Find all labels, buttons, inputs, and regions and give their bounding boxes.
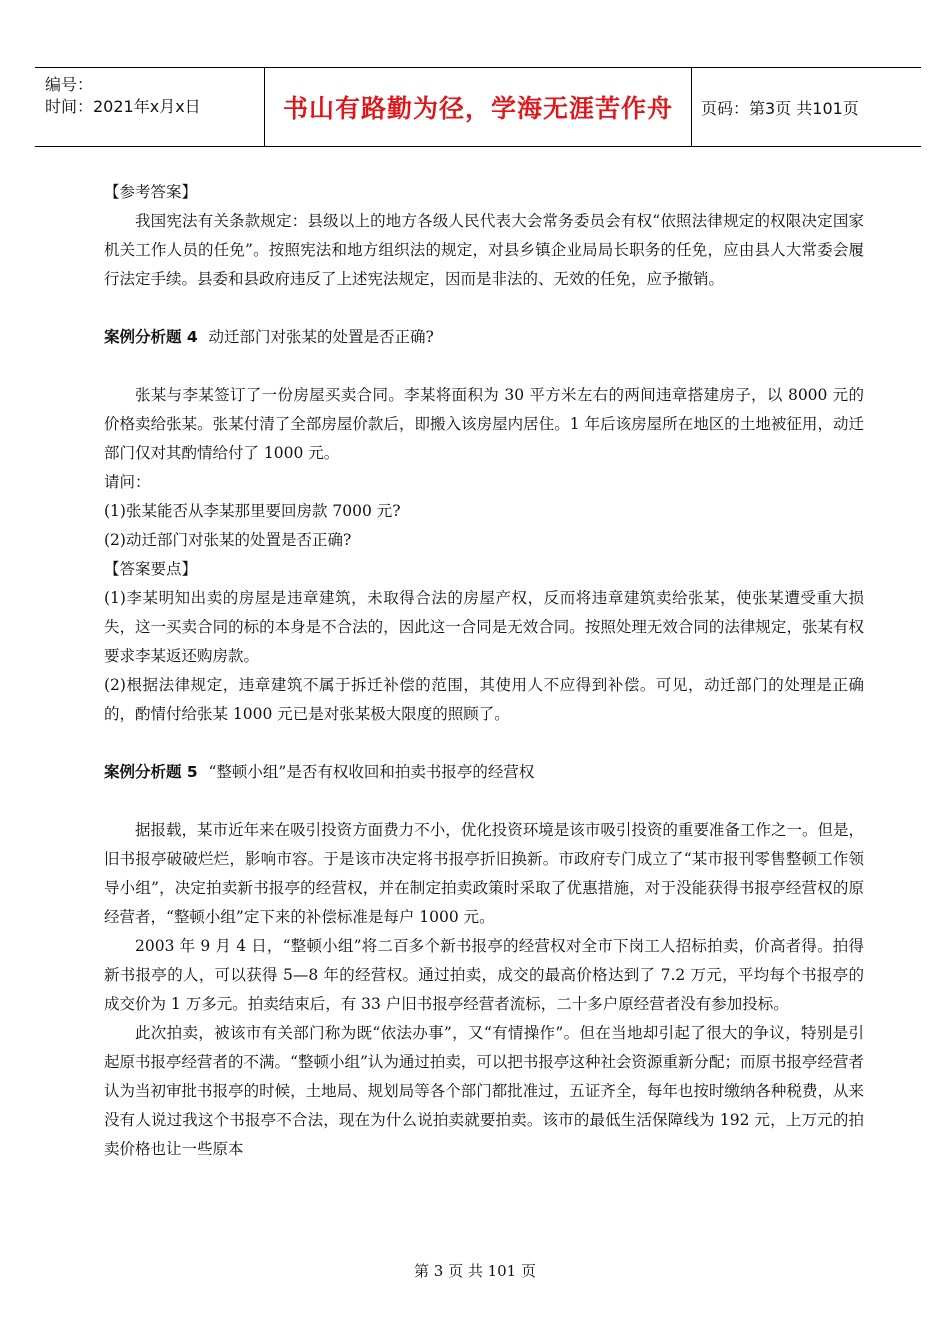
answer-1: (1)李某明知出卖的房屋是违章建筑，未取得合法的房屋产权，反而将违章建筑卖给张某，使张某遭受重大损失，这一买卖合同的标的本身是不合法的，因此这一合同是无效合同。按照处理无效合同的法律规定，张某有权要求李某返还购房款。 xyxy=(104,589,864,665)
case5-paragraph-2: 2003 年 9 月 4 日，“整顿小组”将二百多个新书报亭的经营权对全市下岗工人招标拍卖，价高者得。拍得新书报亭的人，可以获得 5—8 年的经营权。通过拍卖，成交的最高价格达到了 7.2 万元，平均每个书报亭的成交价为 1 万多元。拍卖结束后，有 33 户旧书报亭经营者流标，二十多户原经营者没有参加投标。 xyxy=(104,937,864,1013)
case5-heading xyxy=(104,758,864,787)
ref-answer-text: 我国宪法有关条款规定：县级以上的地方各级人民代表大会常务委员会有权“依照法律规定的权限决定国家机关工作人员的任免”。按照宪法和地方组织法的规定，对县乡镇企业局局长职务的任免，应由县人大常委会履行法定手续。县委和县政府违反了上述宪法规定，因而是非法的、无效的任免，应予撤销。 xyxy=(104,212,864,288)
time-label: 时间：2021年x月x日 xyxy=(45,97,201,116)
header-page-code: 页码：第3页 共101页 xyxy=(701,98,859,118)
answer-2: (2)根据法律规定，违章建筑不属于拆迁补偿的范围，其使用人不应得到补偿。可见，动迁部门的处理是正确的，酌情付给张某 1000 元已是对张某极大限度的照顾了。 xyxy=(104,676,864,723)
case4-text: 张某与李某签订了一份房屋买卖合同。李某将面积为 30 平方米左右的两间违章搭建房子，以 8000 元的价格卖给张某。张某付清了全部房屋价款后，即搬入该房屋内居住。1 年后该房屋所在地区的土地被征用，动迁部门仅对其酌情给付了 1000 元。 xyxy=(104,386,864,462)
header-meta xyxy=(35,68,264,146)
case4-heading xyxy=(104,323,864,352)
case5-paragraph-1: 据报载，某市近年来在吸引投资方面费力不小，优化投资环境是该市吸引投资的重要准备工作之一。但是，旧书报亭破破烂烂，影响市容。于是该市决定将书报亭折旧换新。市政府专门成立了“某市报刊零售整顿工作领导小组”，决定拍卖新书报亭的经营权，并在制定拍卖政策时采取了优惠措施，对于没能获得书报亭经营权的原经营者，“整顿小组”定下来的补偿标准是每户 1000 元。 xyxy=(104,821,864,926)
page-header xyxy=(35,67,921,147)
document-body xyxy=(104,178,864,1164)
page-footer: 第 3 页 共 101 页 xyxy=(413,1262,536,1280)
ask-label: 请问： xyxy=(104,473,151,491)
case4-question: 动迁部门对张某的处置是否正确? xyxy=(208,328,434,346)
case4-title: 案例分析题 4 xyxy=(104,328,198,346)
question-1: (1)张某能否从李某那里要回房款 7000 元? xyxy=(104,502,401,520)
number-label: 编号： xyxy=(45,75,94,94)
case5-paragraph-3: 此次拍卖，被该市有关部门称为既“依法办事”，又“有情操作”。但在当地却引起了很大的争议，特别是引起原书报亭经营者的不满。“整顿小组”认为通过拍卖，可以把书报亭这种社会资源重新分配；而原书报亭经营者认为当初审批书报亭的时候，土地局、规划局等各个部门都批准过，五证齐全，每年也按时缴纳各种税费，从来没有人说过我这个书报亭不合法，现在为什么说拍卖就要拍卖。该市的最低生活保障线为 192 元，上万元的拍卖价格也让一些原本 xyxy=(104,1024,864,1158)
case5-question: “整顿小组”是否有权收回和拍卖书报亭的经营权 xyxy=(208,763,535,781)
case5-title: 案例分析题 5 xyxy=(104,763,198,781)
header-motto: 书山有路勤为径，学海无涯苦作舟 xyxy=(264,68,692,146)
key-points-label: 【答案要点】 xyxy=(104,560,198,578)
ref-answer-label: 【参考答案】 xyxy=(104,183,198,201)
question-2: (2)动迁部门对张某的处置是否正确? xyxy=(104,531,352,549)
